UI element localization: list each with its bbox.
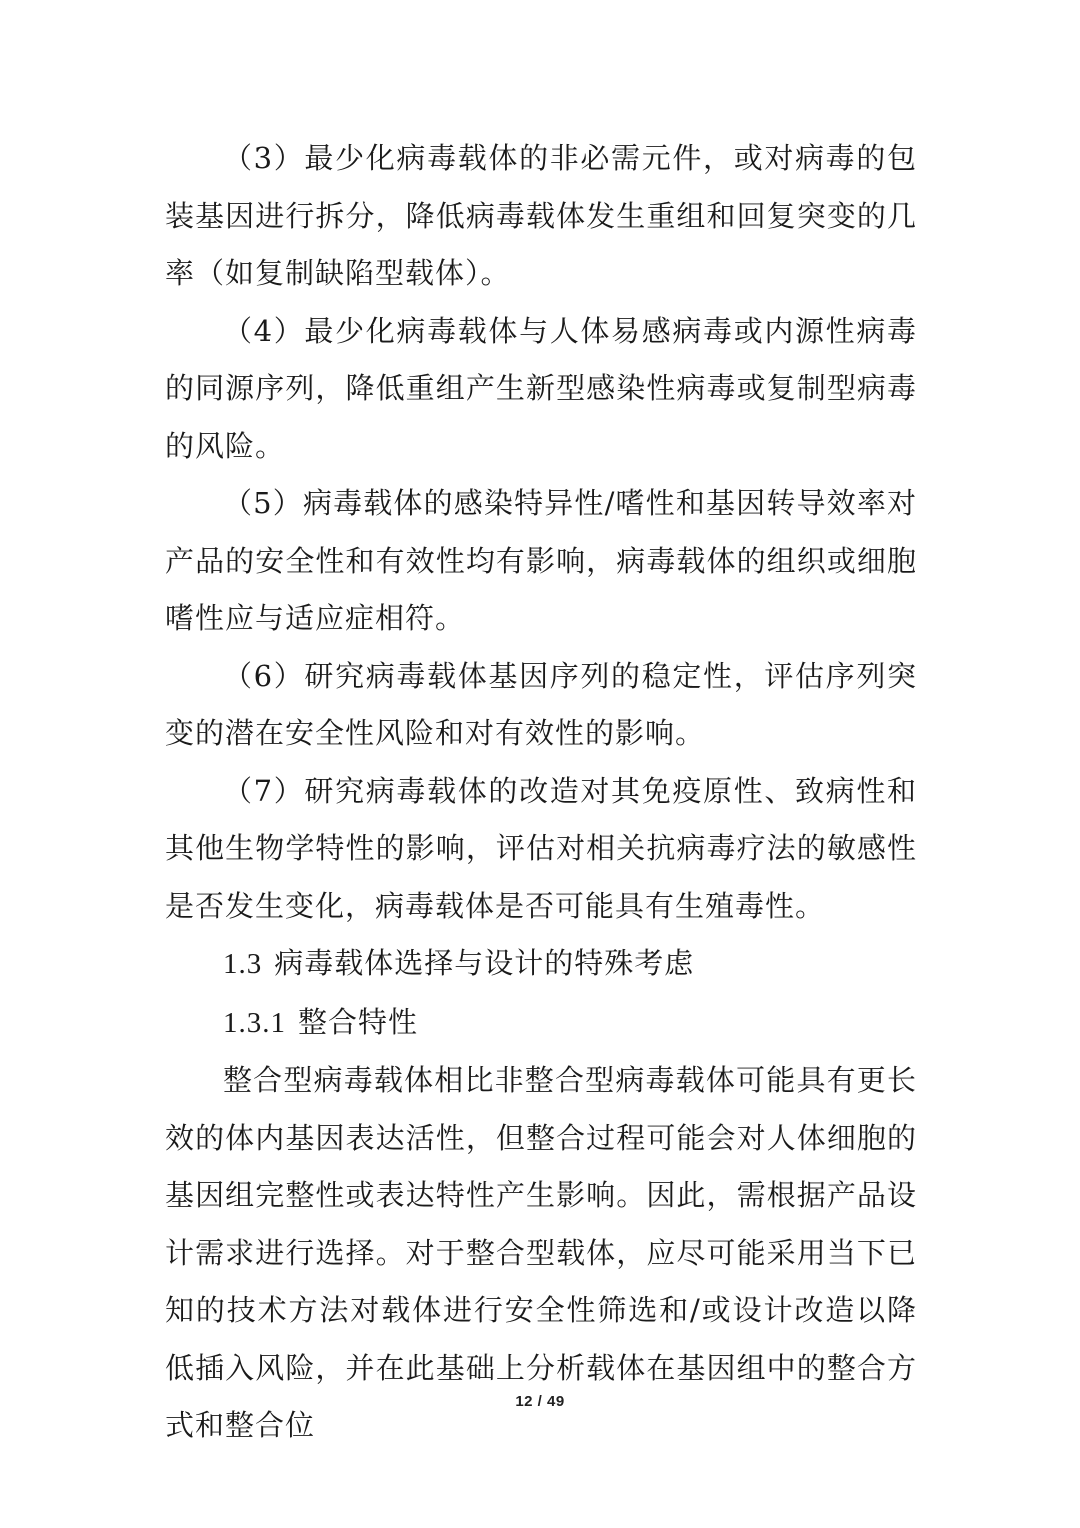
document-page [165,130,917,1455]
paragraph-item-5: （5）病毒载体的感染特异性/嗜性和基因转导效率对产品的安全性和有效性均有影响，病毒载体的组织或细胞嗜性应与适应症相符。 [165,486,917,635]
section-title: 病毒载体选择与设计的特殊考虑 [274,946,695,980]
paragraph-item-4: （4）最少化病毒载体与人体易感病毒或内源性病毒的同源序列，降低重组产生新型感染性病毒或复制型病毒的风险。 [165,313,917,463]
subsection-number: 1.3.1 [223,1006,286,1039]
subsection-title: 整合特性 [298,1004,419,1039]
section-heading-1-3 [165,935,917,994]
body-paragraph-integration: 整合型病毒载体相比非整合型病毒载体可能具有更长效的体内基因表达活性，但整合过程可能会对人体细胞的基因组完整性或表达特性产生影响。因此，需根据产品设计需求进行选择。对于整合型载体，应尽可能采用当下已知的技术方法对载体进行安全性筛选和/或设计改造以降低插入风险，并在此基础上分析载体在基因组中的整合方式和整合位 [165,1063,917,1442]
paragraph-item-7: （7）研究病毒载体的改造对其免疫原性、致病性和其他生物学特性的影响，评估对相关抗病毒疗法的敏感性是否发生变化，病毒载体是否可能具有生殖毒性。 [165,773,917,923]
paragraph-item-3: （3）最少化病毒载体的非必需元件，或对病毒的包装基因进行拆分，降低病毒载体发生重组和回复突变的几率（如复制缺陷型载体）。 [165,141,917,290]
page-number: 12 / 49 [515,1393,565,1410]
section-number: 1.3 [223,948,263,980]
paragraph-item-6: （6）研究病毒载体基因序列的稳定性，评估序列突变的潜在安全性风险和对有效性的影响。 [165,658,917,750]
section-heading-1-3-1 [165,994,917,1053]
